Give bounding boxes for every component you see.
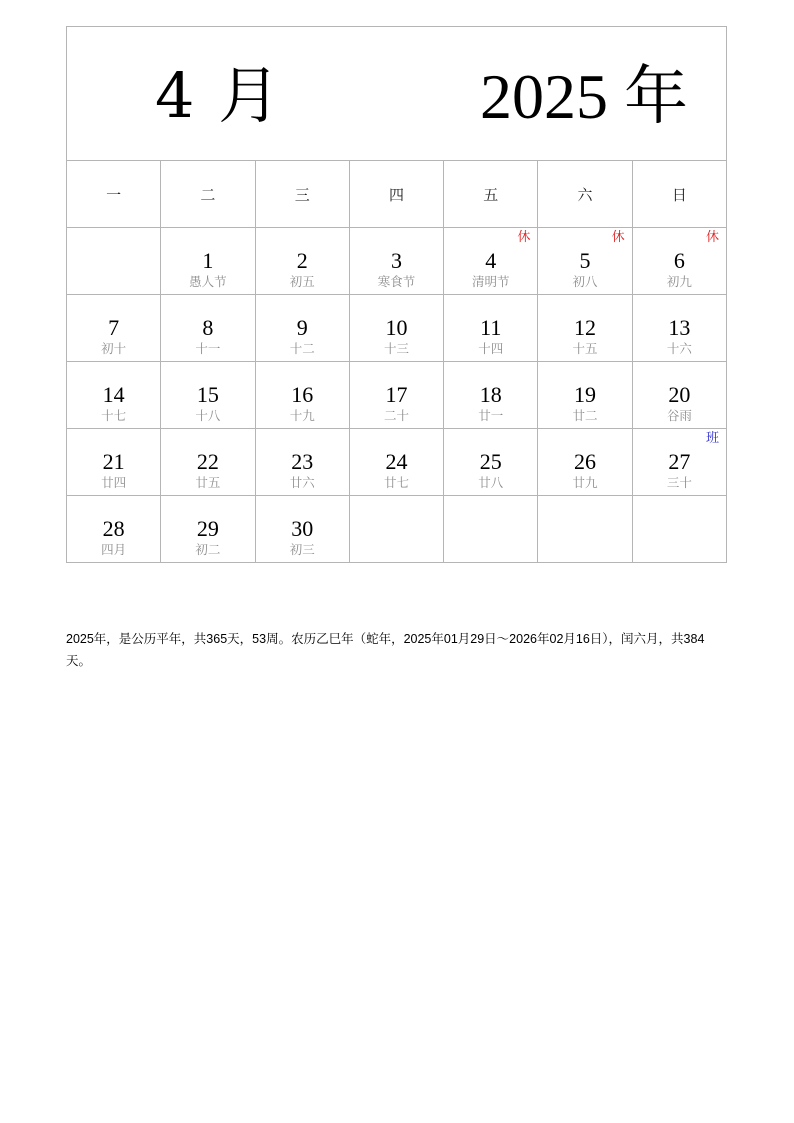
day-cell [255, 228, 349, 295]
day-number: 5 [579, 248, 591, 273]
lunar-date: 初二 [195, 542, 221, 557]
lunar-date: 十一 [195, 341, 221, 356]
day-number: 14 [102, 382, 125, 407]
day-number: 7 [108, 315, 120, 340]
day-cell [255, 295, 349, 362]
lunar-date: 十六 [666, 341, 692, 356]
day-number: 29 [196, 516, 219, 541]
day-cell [161, 228, 255, 295]
lunar-date: 廿二 [572, 408, 598, 423]
lunar-date: 廿一 [478, 408, 504, 423]
lunar-date: 清明节 [472, 274, 510, 289]
day-cell [161, 362, 255, 429]
lunar-date: 十八 [195, 408, 221, 423]
holiday-badge: 休 [517, 230, 531, 245]
weekday-header: 一 [67, 161, 161, 228]
day-number: 26 [574, 449, 597, 474]
calendar-weeks [67, 228, 727, 563]
day-cell [161, 496, 255, 563]
lunar-date: 十二 [289, 341, 315, 356]
workday-badge: 班 [705, 431, 719, 446]
day-number: 3 [390, 248, 402, 273]
day-number: 15 [196, 382, 219, 407]
day-cell [349, 295, 443, 362]
month-title: 4 月 [155, 59, 283, 132]
day-cell [349, 362, 443, 429]
weekday-header: 六 [538, 161, 632, 228]
day-cell [632, 362, 726, 429]
day-cell [444, 295, 538, 362]
lunar-date: 十四 [478, 341, 504, 356]
calendar-table [66, 26, 727, 563]
empty-day-cell [349, 496, 443, 563]
day-number: 1 [202, 248, 214, 273]
week-row [67, 295, 727, 362]
weekday-header-row [67, 161, 727, 228]
day-number: 4 [485, 248, 497, 273]
day-number: 12 [574, 315, 597, 340]
day-number: 22 [196, 449, 219, 474]
day-number: 18 [479, 382, 502, 407]
day-cell [255, 429, 349, 496]
lunar-date: 初三 [289, 542, 315, 557]
lunar-date: 廿五 [195, 475, 221, 490]
lunar-date: 廿七 [383, 475, 409, 490]
day-cell [632, 429, 726, 496]
weekday-header: 二 [161, 161, 255, 228]
day-number: 8 [202, 315, 214, 340]
day-cell [632, 295, 726, 362]
day-cell [255, 362, 349, 429]
day-cell [444, 429, 538, 496]
day-cell [161, 429, 255, 496]
day-cell [349, 228, 443, 295]
day-number: 9 [296, 315, 308, 340]
day-cell [349, 429, 443, 496]
day-cell [538, 295, 632, 362]
day-number: 10 [385, 315, 408, 340]
lunar-date: 廿六 [289, 475, 315, 490]
week-row [67, 496, 727, 563]
day-cell [67, 295, 161, 362]
weekday-header: 三 [255, 161, 349, 228]
day-number: 27 [668, 449, 691, 474]
day-cell [538, 228, 632, 295]
day-cell [67, 362, 161, 429]
week-row [67, 228, 727, 295]
empty-day-cell [67, 228, 161, 295]
day-cell [444, 228, 538, 295]
day-cell [67, 496, 161, 563]
empty-day-cell [444, 496, 538, 563]
lunar-date: 初九 [666, 274, 692, 289]
lunar-date: 十五 [572, 341, 598, 356]
day-number: 2 [296, 248, 308, 273]
day-number: 24 [385, 449, 408, 474]
day-cell [161, 295, 255, 362]
lunar-date: 廿四 [101, 475, 127, 490]
day-cell [67, 429, 161, 496]
weekday-header: 五 [444, 161, 538, 228]
day-number: 20 [668, 382, 691, 407]
lunar-date: 寒食节 [377, 274, 416, 289]
year-title: 2025 年 [480, 61, 688, 132]
lunar-date: 三十 [666, 475, 692, 490]
day-cell [444, 362, 538, 429]
day-number: 23 [291, 449, 314, 474]
calendar-title-cell [67, 27, 727, 161]
lunar-date: 四月 [101, 542, 127, 557]
week-row [67, 362, 727, 429]
lunar-date: 初五 [289, 274, 315, 289]
weekday-header: 四 [349, 161, 443, 228]
day-number: 30 [291, 516, 314, 541]
lunar-date: 廿九 [572, 475, 598, 490]
day-number: 28 [102, 516, 125, 541]
day-number: 19 [574, 382, 597, 407]
day-number: 21 [102, 449, 125, 474]
day-number: 25 [479, 449, 502, 474]
lunar-date: 十九 [289, 408, 315, 423]
day-cell [255, 496, 349, 563]
day-cell [538, 362, 632, 429]
day-number: 11 [480, 315, 502, 340]
empty-day-cell [538, 496, 632, 563]
weekday-header: 日 [632, 161, 726, 228]
lunar-date: 二十 [383, 408, 409, 423]
lunar-date: 十七 [101, 408, 127, 423]
day-cell [632, 228, 726, 295]
day-cell [538, 429, 632, 496]
holiday-badge: 休 [705, 230, 719, 245]
year-summary-note: 2025年，是公历平年，共365天，53周。农历乙巳年（蛇年，2025年01月29日～2026年02月16日），闰六月，共384天。 [66, 632, 705, 668]
day-number: 16 [291, 382, 314, 407]
day-number: 6 [673, 248, 685, 273]
day-number: 13 [668, 315, 691, 340]
lunar-date: 愚人节 [189, 274, 227, 289]
lunar-date: 十三 [383, 341, 409, 356]
lunar-date: 廿八 [478, 475, 504, 490]
day-number: 17 [385, 382, 408, 407]
holiday-badge: 休 [611, 230, 625, 245]
lunar-date: 谷雨 [666, 408, 692, 423]
week-row [67, 429, 727, 496]
lunar-date: 初八 [572, 274, 598, 289]
empty-day-cell [632, 496, 726, 563]
lunar-date: 初十 [101, 341, 127, 356]
